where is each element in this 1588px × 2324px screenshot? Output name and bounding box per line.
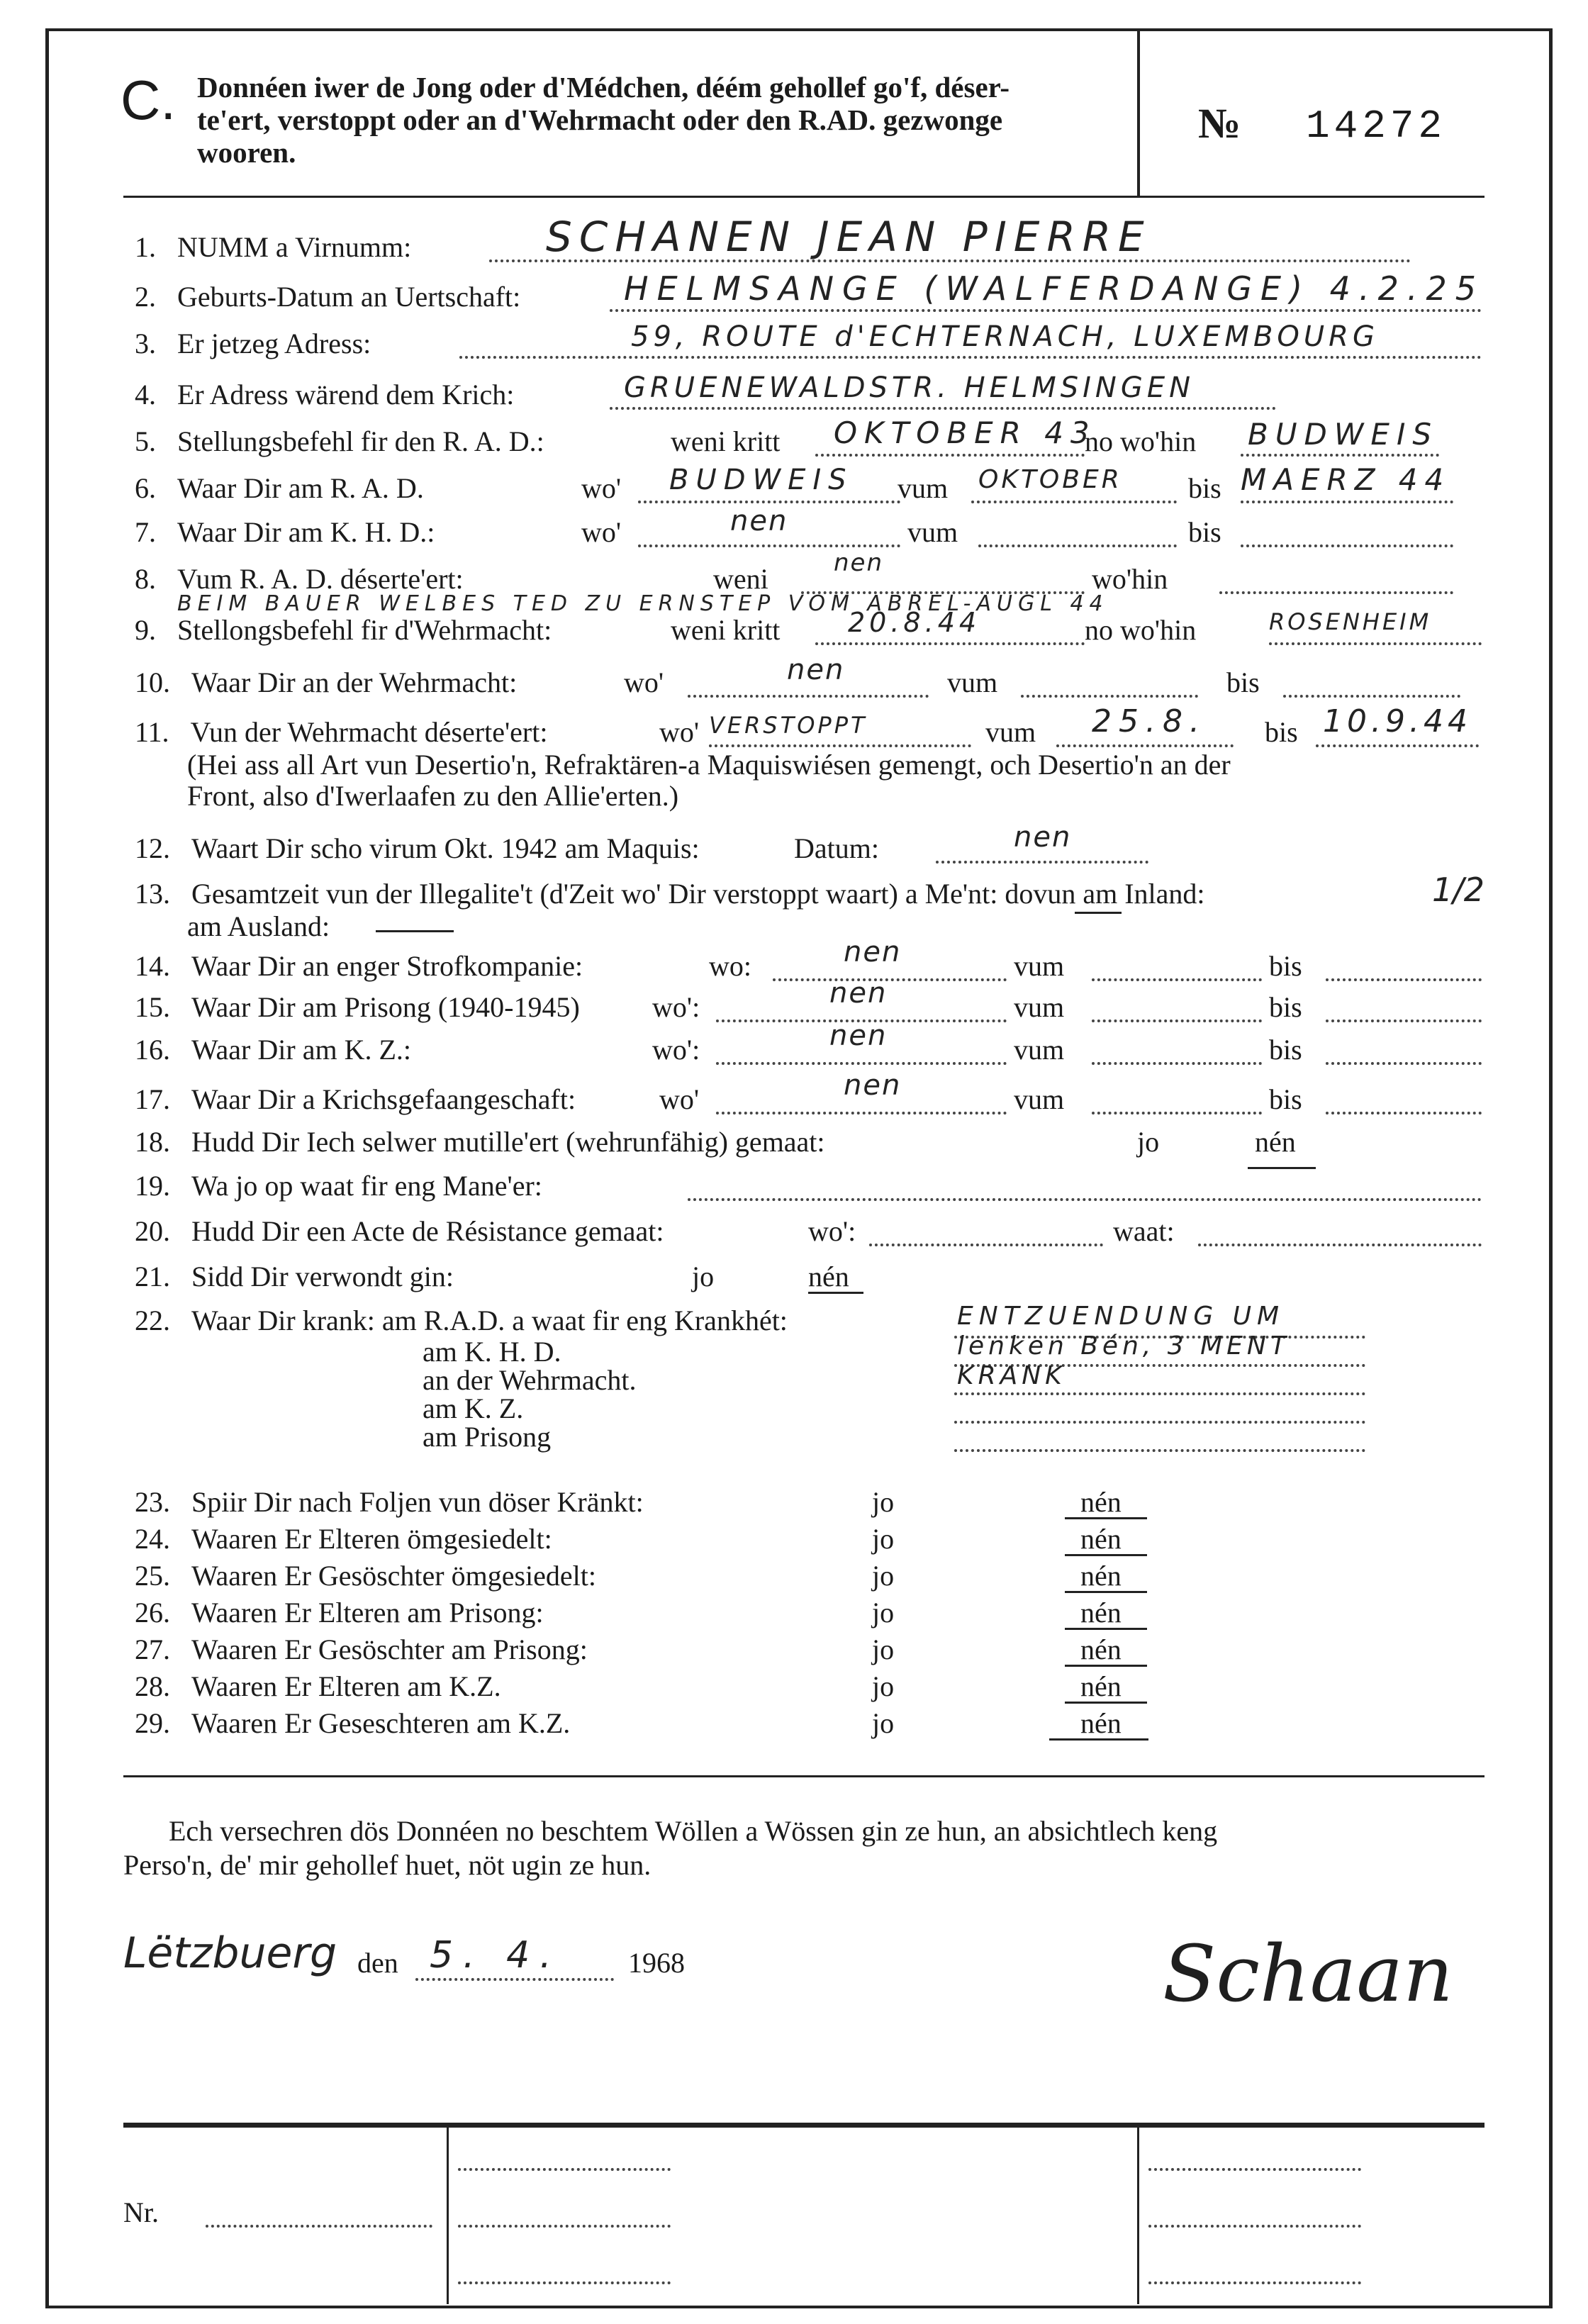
datum-label: Datum: [794,832,879,864]
khd-where-handwriting: nen [730,505,788,537]
item-8: 8. Vum R. A. D. déserte'ert: [135,563,464,595]
fill-line [716,1112,1007,1114]
item-11-note: (Hei ass all Art vun Desertio'n, Refraktären-a Maquiswiésen gemengt, och Desertio'n an der [187,749,1231,781]
ausland-dash [376,930,454,932]
jo-option: jo [1137,1126,1160,1158]
footer-field [1148,2225,1361,2228]
section-letter: C. [121,69,176,131]
rad-date-handwriting: OKTOBER 43 [834,415,1097,450]
jo-option: jo [872,1560,895,1592]
fill-line [1241,454,1439,457]
jo-option: jo [692,1261,715,1292]
rad-place-handwriting: BUDWEIS [1248,417,1439,452]
nen-underline [1065,1628,1147,1630]
bis-label: bis [1188,516,1221,548]
jo-option: jo [872,1523,895,1555]
item-2: 2. Geburts-Datum an Uertschaft: [135,281,521,313]
vum-label: vum [1014,1034,1065,1066]
nen-option: nén [1080,1560,1122,1592]
fill-line [815,642,1085,645]
nen-option: nén [1080,1597,1122,1629]
birth-handwriting: HELMSANGE (WALFERDANGE) 4.2.25 [624,269,1484,308]
wehrmacht-place-handwriting: ROSENHEIM [1269,608,1432,635]
wo-label: wo' [581,472,622,504]
fill-line [1269,642,1482,645]
item-20: 20. Hudd Dir een Acte de Résistance gemaat: [135,1215,664,1247]
date-handwriting: 5. 4. [430,1934,561,1977]
kz-handwriting: nen [829,1019,888,1052]
nen-option: nén [808,1261,849,1292]
jo-option: jo [872,1670,895,1702]
fill-line [1198,1244,1482,1246]
header-rule [123,196,1484,198]
vum-label: vum [1014,991,1065,1023]
fill-line [1316,744,1479,747]
nowohin-label: no wo'hin [1085,614,1197,646]
wo-label: wo' [581,516,622,548]
nen-underline [1065,1517,1147,1519]
weni-label: weni kritt [671,614,781,646]
footer-divider [1137,2127,1139,2304]
item-5: 5. Stellungsbefehl fir den R. A. D.: [135,425,544,457]
bis-label: bis [1269,991,1302,1023]
fill-line [709,744,971,747]
item-13: 13. Gesamtzeit vun der Illegalite't (d'Zeit wo' Dir verstoppt waart) a Me'nt: dovun am Inland: [135,878,1205,910]
item-11-note: Front, also d'Iwerlaafen zu den Allie'erten.) [187,780,679,812]
item-6: 6. Waar Dir am R. A. D. [135,472,424,504]
rad-from-handwriting: OKTOBER [978,465,1122,494]
footer-field [1148,2281,1361,2284]
desert-from-handwriting: 25.8. [1092,703,1207,739]
wo-label: wo' [659,1083,700,1115]
fill-line [638,501,900,503]
footer-field [1148,2168,1361,2171]
rad-where-handwriting: BUDWEIS [669,464,854,496]
fill-line [1092,1062,1262,1065]
jo-option: jo [872,1486,895,1518]
footer-divider [447,2127,449,2304]
number-label: № [1198,100,1241,147]
maquis-handwriting: nen [1014,821,1072,854]
prisong-handwriting: nen [829,977,888,1010]
footer-rule [123,2123,1484,2128]
rad-until-handwriting: MAERZ 44 [1241,462,1451,497]
item-19: 19. Wa jo op waat fir eng Mane'er: [135,1170,542,1202]
fill-line [1326,1112,1482,1114]
jo-option: jo [872,1597,895,1629]
underline [1075,912,1122,914]
nowohin-label: no wo'hin [1085,425,1197,457]
item-22-sub: am K. Z. [423,1392,524,1424]
wohin-label: wo'hin [1092,563,1168,595]
item-29: 29. Waaren Er Geseschteren am K.Z. [135,1707,571,1739]
bis-label: bis [1265,716,1298,748]
form-header [197,71,1119,169]
item-26: 26. Waaren Er Elteren am Prisong: [135,1597,544,1629]
nen-underline [1248,1167,1316,1169]
fill-line [1326,978,1482,981]
item-24: 24. Waaren Er Elteren ömgesiedelt: [135,1523,552,1555]
weni-label: weni kritt [671,425,781,457]
nen-option: nén [1080,1523,1122,1555]
wartime-address-handwriting: GRUENEWALDSTR. HELMSINGEN [624,371,1195,404]
fill-line [954,1421,1365,1424]
fill-line [1326,1062,1482,1065]
fill-line [1056,744,1234,747]
strofkompanie-handwriting: nen [844,936,902,968]
form-number: 14272 [1306,104,1447,149]
jo-option: jo [872,1633,895,1665]
vum-label: vum [947,666,998,698]
header-line: wooren. [197,136,296,169]
bis-label: bis [1269,1034,1302,1066]
fill-line [1092,1112,1262,1114]
bis-label: bis [1269,1083,1302,1115]
wehrmacht-where-handwriting: nen [787,654,845,686]
nr-field [206,2225,432,2228]
item-22: 22. Waar Dir krank: am R.A.D. a waat fir eng Krankhét: [135,1305,788,1336]
nen-underline [1065,1591,1147,1593]
bis-label: bis [1226,666,1260,698]
item-16: 16. Waar Dir am K. Z.: [135,1034,411,1066]
bis-label: bis [1188,472,1221,504]
year-label: 1968 [628,1947,685,1979]
illness-handwriting: ENTZUENDUNG UM [957,1302,1285,1331]
fill-line [716,1062,1007,1065]
nr-label: Nr. [123,2196,159,2228]
vum-label: vum [907,516,958,548]
item-17: 17. Waar Dir a Krichsgefaangeschaft: [135,1083,576,1115]
declaration-line: Ech versechren dös Donnéen no beschtem Wöllen a Wössen gin ze hun, an absichtlech keng [169,1815,1218,1847]
item-15: 15. Waar Dir am Prisong (1940-1945) [135,991,580,1023]
vum-label: vum [1014,950,1065,982]
fill-line [1092,978,1262,981]
header-line: te'ert, verstoppt oder an d'Wehrmacht oder den R.AD. gezwonge [197,104,1003,136]
wo-label: wo': [808,1215,856,1247]
item-3: 3. Er jetzeg Adress: [135,328,371,359]
item-22-sub: an der Wehrmacht. [423,1364,637,1396]
item-7: 7. Waar Dir am K. H. D.: [135,516,435,548]
footer-field [458,2168,671,2171]
fill-line [1021,695,1198,698]
fill-line [936,861,1148,864]
fill-line [1241,501,1453,503]
item-21: 21. Sidd Dir verwondt gin: [135,1261,454,1292]
nen-underline [1065,1554,1147,1556]
fill-line [459,356,1482,359]
item-14: 14. Waar Dir an enger Strofkompanie: [135,950,583,982]
desert-where-handwriting: VERSTOPPT [709,712,868,739]
fill-line [1326,1019,1482,1022]
wo-label: wo' [624,666,664,698]
bis-label: bis [1269,950,1302,982]
nen-underline [1065,1665,1147,1667]
wo-label: wo': [652,1034,700,1066]
item-23: 23. Spiir Dir nach Foljen vun döser Kränkt: [135,1486,644,1518]
header-divider [1137,31,1140,197]
waat-label: waat: [1113,1215,1175,1247]
item-12: 12. Waart Dir scho virum Okt. 1942 am Maquis: [135,832,700,864]
nen-underline [1065,1702,1147,1704]
item-11: 11. Vun der Wehrmacht déserte'ert: [135,716,548,748]
fill-line [1283,695,1460,698]
jo-option: jo [872,1707,895,1739]
fill-line [869,1244,1103,1246]
fill-line [815,454,1085,457]
item-9: 9. Stellongsbefehl fir d'Wehrmacht: [135,614,552,646]
footer-field [458,2225,671,2228]
nen-option: nén [1080,1707,1122,1739]
weni-label: weni [713,563,768,595]
desert-note-handwriting: BEIM BAUER WELBES TED ZU ERNSTEP VOM ABREL-AUGL 44 [177,591,1109,616]
fill-line [415,1978,614,1981]
vum-label: vum [898,472,949,504]
fill-line [971,501,1177,503]
item-22-sub: am K. H. D. [423,1336,561,1368]
item-25: 25. Waaren Er Gesöschter ömgesiedelt: [135,1560,596,1592]
item-10: 10. Waar Dir an der Wehrmacht: [135,666,518,698]
nen-option: nén [1080,1633,1122,1665]
item-28: 28. Waaren Er Elteren am K.Z. [135,1670,501,1702]
fill-line [773,978,1007,981]
fill-line [638,544,900,547]
fill-line [978,544,1177,547]
section-rule [123,1775,1484,1777]
vum-label: vum [985,716,1036,748]
item-1: 1. NUMM a Virnumm: [135,231,412,263]
header-line: Donnéen iwer de Jong oder d'Médchen, déém gehollef go'f, déser- [197,71,1010,104]
fill-line [1241,544,1453,547]
fill-line [1219,591,1453,594]
fill-line [688,1198,1482,1201]
wo-label: wo' [659,716,700,748]
illegality-handwriting: 1/2 [1432,871,1485,909]
den-label: den [357,1947,398,1979]
nen-underline [1049,1738,1148,1741]
nen-option: nén [1080,1486,1122,1518]
item-18: 18. Hudd Dir Iech selwer mutille'ert (wehrunfähig) gemaat: [135,1126,825,1158]
vum-label: vum [1014,1083,1065,1115]
place-handwriting: Lëtzbuerg [123,1928,337,1978]
item-22-sub: am Prisong [423,1421,552,1453]
nen-option: nén [1080,1670,1122,1702]
ausland-label: am Ausland: [187,910,330,942]
footer-field [458,2281,671,2284]
wo-label: wo': [652,991,700,1023]
signature: Schaan [1163,1928,1453,2019]
wehrmacht-date-handwriting: 20.8.44 [848,607,981,638]
address-handwriting: 59, ROUTE d'ECHTERNACH, LUXEMBOURG [631,320,1379,353]
name-handwriting: SCHANEN JEAN PIERRE [546,213,1151,261]
item-4: 4. Er Adress wärend dem Krich: [135,379,515,410]
nen-underline [808,1292,863,1294]
item-27: 27. Waaren Er Gesöschter am Prisong: [135,1633,588,1665]
krichsgefaangeschaft-handwriting: nen [844,1069,902,1102]
illness-handwriting: KRANK [957,1361,1066,1390]
fill-line [610,407,1276,410]
declaration-line: Perso'n, de' mir gehollef huet, nöt ugin ze hun. [123,1849,652,1881]
fill-line [1092,1019,1262,1022]
fill-line [954,1392,1365,1395]
illness-handwriting: lenken Bén, 3 MENT [957,1331,1290,1361]
rad-desert-handwriting: nen [834,549,884,577]
fill-line [954,1449,1365,1452]
fill-line [688,695,929,698]
fill-line [610,309,1482,312]
wo-label: wo: [709,950,751,982]
nen-option: nén [1255,1126,1296,1158]
desert-until-handwriting: 10.9.44 [1323,703,1472,739]
